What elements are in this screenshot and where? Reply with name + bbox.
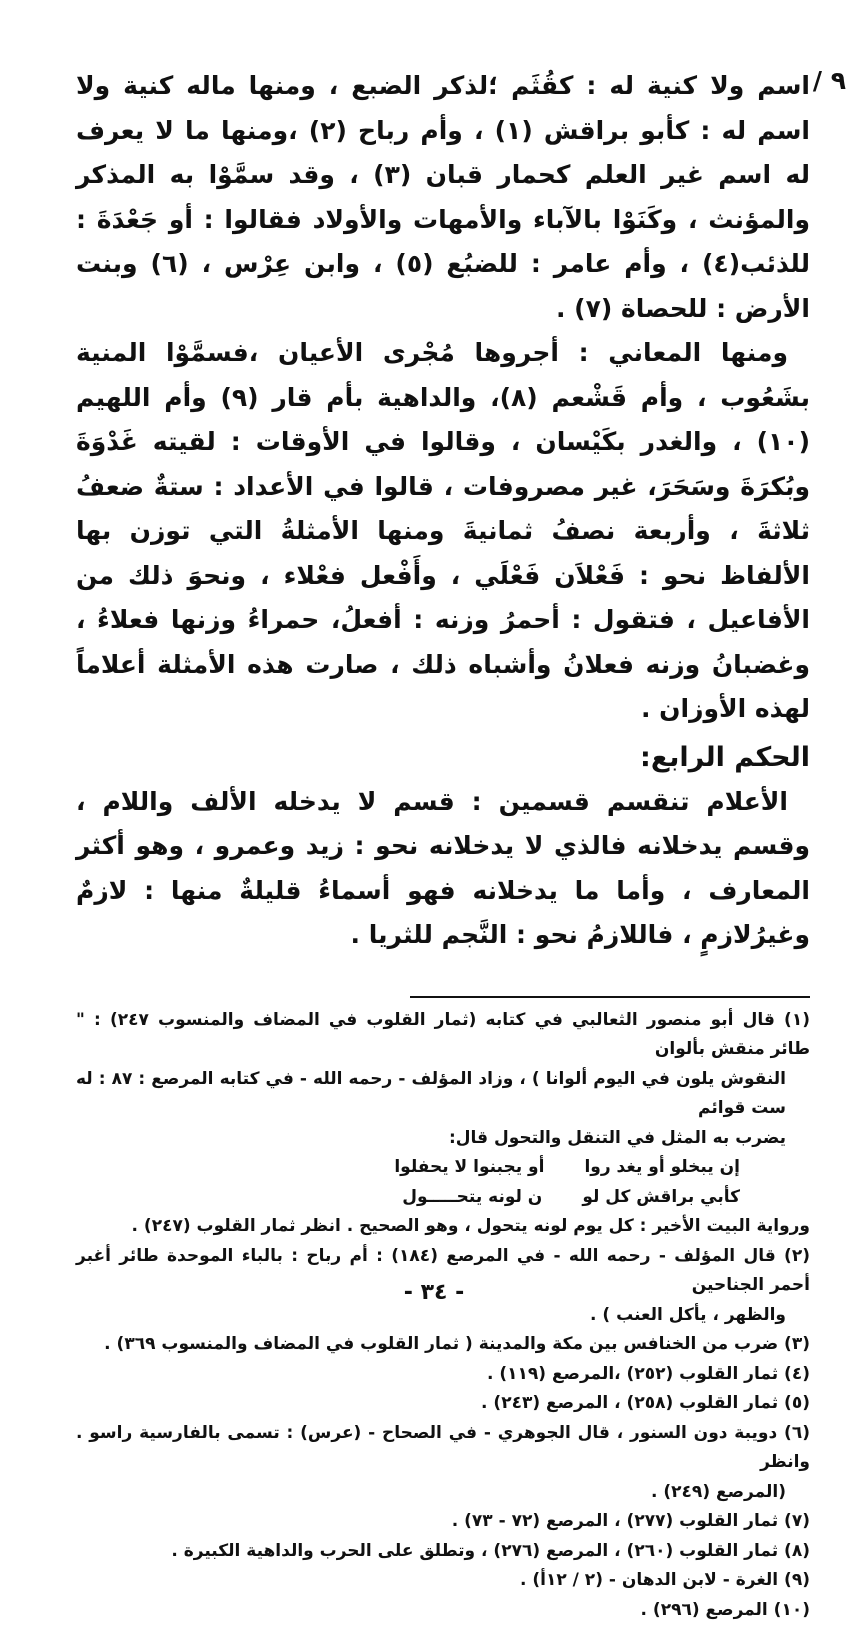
poem-verse bbox=[76, 1183, 810, 1213]
footnote-line: (٧) ثمار القلوب (٢٧٧) ، المرصع (٧٢ - ٧٣) . bbox=[76, 1507, 810, 1537]
paragraph-3: الأعلام تنقسم قسمين : قسم لا يدخله الألف واللام ، وقسم يدخلانه فالذي لا يدخلانه نحو : زيد وعمرو ، وهو أكثر المعارف ، وأما ما يدخلانه فهو أسماءُ قليلةٌ منها : لازمٌ وغيرُلازمٍ ، فاللازمُ نحو : النَّجم للثريا . bbox=[76, 780, 810, 958]
footnote-line: (٤) ثمار القلوب (٢٥٢) ،المرصع (١١٩) . bbox=[76, 1360, 810, 1390]
footnote-line: (٣) ضرب من الخنافس بين مكة والمدينة ( ثمار القلوب في المضاف والمنسوب ٣٦٩) . bbox=[76, 1330, 810, 1360]
poem-verse bbox=[76, 1153, 810, 1183]
paragraph-2: ومنها المعاني : أجروها مُجْرى الأعيان ،فسمَّوْا المنية بشَعُوب ، وأم قَشْعم (٨)، والداهية بأم قار (٩) وأم اللهيم (١٠) ، والغدر بكَيْسان ، وقالوا في الأوقات : لقيته غَدْوَةَ وبُكرَةَ وسَحَرَ، غير مصروفات ، قالوا في الأعداد : ستةٌ ضعفُ ثلاثةَ ، وأربعة نصفُ ثمانيةَ ومنها الأمثلةُ التي توزن بها الألفاظ نحو : فَعْلاَن فَعْلَي ، وأَفْعل فعْلاء ، ونحوَ ذلك من الأفاعيل ، فتقول : أحمرُ وزنه : أفعلُ، حمراءُ وزنها فعلاءُ ، وغضبانُ وزنه فعلانُ وأشباه ذلك ، صارت هذه الأمثلة أعلاماً لهذه الأوزان . bbox=[76, 331, 810, 732]
footnote-line: (٢) قال المؤلف - رحمه الله - في المرصع (١٨٤) : أم رباح : بالباء الموحدة طائر أغبر أحمر الجناحين bbox=[76, 1242, 810, 1301]
footnote-line: (المرصع (٢٤٩) . bbox=[76, 1478, 810, 1508]
verse-hemistich: كأبي براقش كل لو bbox=[582, 1183, 740, 1213]
page-number: - ٣٤ - bbox=[0, 1280, 868, 1305]
footnote-separator bbox=[410, 996, 810, 998]
footnote-line: ورواية البيت الأخير : كل يوم لونه يتحول ، وهو الصحيح . انظر ثمار القلوب (٢٤٧) . bbox=[76, 1212, 810, 1242]
footnotes bbox=[76, 1006, 810, 1625]
verse-hemistich: إن يبخلو أو يغد روا bbox=[584, 1153, 740, 1183]
footnote-line: (١٠) المرصع (٢٩٦) . bbox=[76, 1596, 810, 1625]
margin-page-marker: / ٩ bbox=[813, 66, 846, 95]
section-heading: الحكم الرابع: bbox=[76, 736, 810, 780]
footnote-line: (١) قال أبو منصور الثعالبي في كتابه (ثمار القلوب في المضاف والمنسوب ٢٤٧) : " طائر منقش بألوان bbox=[76, 1006, 810, 1065]
footnote-line: (٨) ثمار القلوب (٢٦٠) ، المرصع (٢٧٦) ، وتطلق على الحرب والداهية الكبيرة . bbox=[76, 1537, 810, 1567]
paragraph-1: اسم ولا كنية له : كقُثَم ؛لذكر الضبع ، ومنها ماله كنية ولا اسم له : كأبو براقش (١) ، وأم رباح (٢) ،ومنها ما لا يعرف له اسم غير العلم كحمار قبان (٣) ، وقد سمَّوْا به المذكر والمؤنث ، وكَنَوْا بالآباء والأمهات والأولاد فقالوا : أو جَعْدَةَ : للذئب(٤) ، وأم عامر : للضبُع (٥) ، وابن عِرْس ، (٦) وبنت الأرض : للحصاة (٧) . bbox=[76, 64, 810, 331]
verse-hemistich: أو يجبنوا لا يحفلوا bbox=[394, 1153, 544, 1183]
footnote-line: يضرب به المثل في التنقل والتحول قال: bbox=[76, 1124, 810, 1154]
footnote-line: (٩) الغرة - لابن الدهان - (٢ / ١٢أ) . bbox=[76, 1566, 810, 1596]
footnote-line: النقوش يلون في اليوم ألوانا ) ، وزاد المؤلف - رحمه الله - في كتابه المرصع : ٨٧ : له ست قوائم bbox=[76, 1065, 810, 1124]
footnote-line: (٦) دويبة دون السنور ، قال الجوهري - في الصحاح - (عرس) : تسمى بالفارسية راسو . وانظر bbox=[76, 1419, 810, 1478]
footnote-line: والظهر ، يأكل العنب ) . bbox=[76, 1301, 810, 1331]
footnote-line: (٥) ثمار القلوب (٢٥٨) ، المرصع (٢٤٣) . bbox=[76, 1389, 810, 1419]
verse-hemistich: ن لونه يتحـــــول bbox=[402, 1183, 542, 1213]
main-text bbox=[76, 64, 810, 958]
